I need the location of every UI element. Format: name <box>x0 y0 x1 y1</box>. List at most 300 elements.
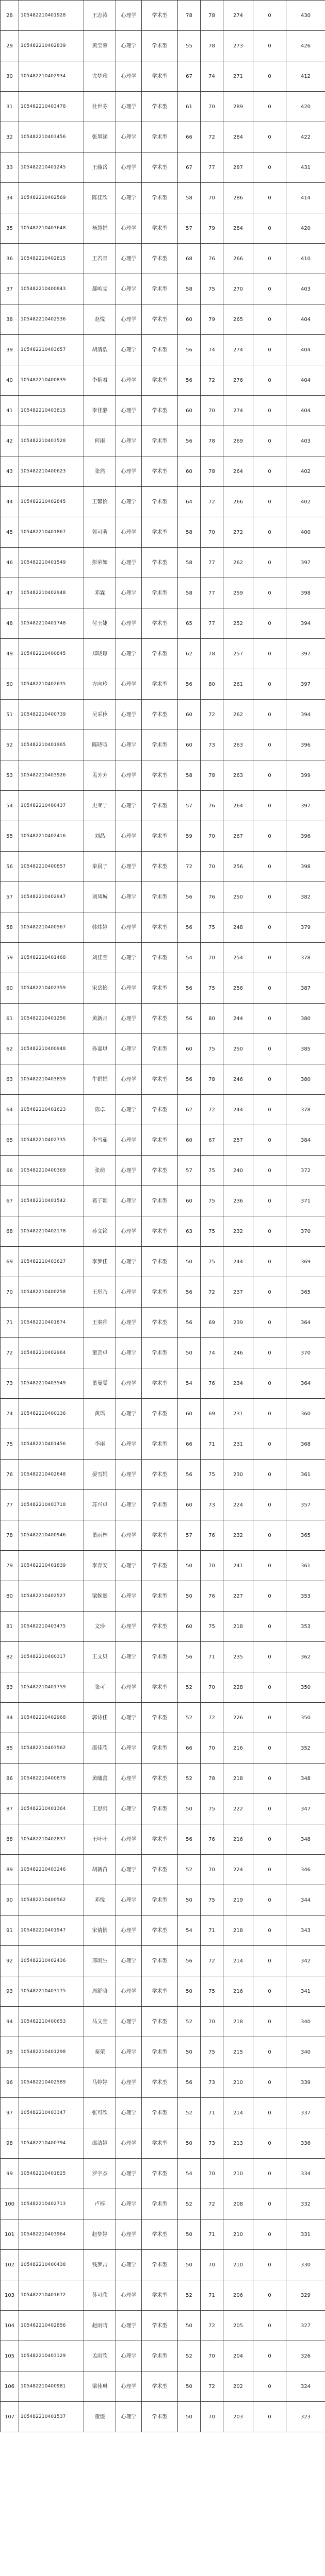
degree-type-cell: 学术型 <box>142 608 178 639</box>
degree-type-cell: 学术型 <box>142 1642 178 1672</box>
degree-type-cell: 学术型 <box>142 304 178 335</box>
bonus-points-cell: 0 <box>253 1460 286 1490</box>
major-cell: 心理学 <box>116 639 142 669</box>
total-score-cell: 332 <box>286 2189 325 2219</box>
total-score-cell: 371 <box>286 1186 325 1216</box>
score-foreign-language-cell: 72 <box>201 700 223 730</box>
candidate-name-cell: 王彤乃 <box>84 1277 116 1308</box>
degree-type-cell: 学术型 <box>142 2189 178 2219</box>
table-row <box>1 183 325 213</box>
total-score-cell: 420 <box>286 92 325 122</box>
score-professional-cell: 257 <box>223 1125 253 1156</box>
degree-type-cell: 学术型 <box>142 1156 178 1186</box>
score-professional-cell: 274 <box>223 1 253 31</box>
major-cell: 心理学 <box>116 152 142 183</box>
degree-type-cell: 学术型 <box>142 1 178 31</box>
score-professional-cell: 263 <box>223 730 253 760</box>
score-politics-cell: 54 <box>178 943 201 973</box>
candidate-id-cell: 105482210402947 <box>19 882 84 912</box>
major-cell: 心理学 <box>116 1733 142 1764</box>
candidate-id-cell: 105482210400653 <box>19 2007 84 2037</box>
major-cell: 心理学 <box>116 791 142 821</box>
candidate-id-cell: 105482210401468 <box>19 943 84 973</box>
candidate-id-cell: 105482210401542 <box>19 1186 84 1216</box>
degree-type-cell: 学术型 <box>142 548 178 578</box>
score-professional-cell: 276 <box>223 365 253 396</box>
score-politics-cell: 52 <box>178 2007 201 2037</box>
table-row <box>1 2007 325 2037</box>
bonus-points-cell: 0 <box>253 1277 286 1308</box>
candidate-id-cell: 105482210402589 <box>19 2067 84 2098</box>
score-foreign-language-cell: 72 <box>201 1703 223 1733</box>
candidate-id-cell: 105482210401947 <box>19 1916 84 1946</box>
candidate-id-cell: 105482210402815 <box>19 244 84 274</box>
table-row <box>1 1308 325 1338</box>
table-row <box>1 244 325 274</box>
degree-type-cell: 学术型 <box>142 1520 178 1551</box>
row-number-cell: 103 <box>1 2280 19 2311</box>
bonus-points-cell: 0 <box>253 1855 286 1885</box>
candidate-name-cell: 吴采伶 <box>84 700 116 730</box>
degree-type-cell: 学术型 <box>142 1460 178 1490</box>
degree-type-cell: 学术型 <box>142 2250 178 2280</box>
candidate-name-cell: 宋倩怡 <box>84 1916 116 1946</box>
bonus-points-cell: 0 <box>253 183 286 213</box>
candidate-id-cell: 105482210402856 <box>19 2311 84 2341</box>
candidate-id-cell: 105482210401549 <box>19 548 84 578</box>
degree-type-cell: 学术型 <box>142 973 178 1004</box>
candidate-id-cell: 105482210401298 <box>19 2037 84 2067</box>
score-professional-cell: 231 <box>223 1429 253 1460</box>
score-foreign-language-cell: 75 <box>201 1216 223 1247</box>
major-cell: 心理学 <box>116 852 142 882</box>
table-row <box>1 548 325 578</box>
bonus-points-cell: 0 <box>253 973 286 1004</box>
table-row <box>1 2250 325 2280</box>
score-foreign-language-cell: 73 <box>201 2067 223 2098</box>
total-score-cell: 410 <box>286 244 325 274</box>
table-row <box>1 61 325 92</box>
score-politics-cell: 56 <box>178 1642 201 1672</box>
total-score-cell: 334 <box>286 2159 325 2189</box>
bonus-points-cell: 0 <box>253 1551 286 1581</box>
major-cell: 心理学 <box>116 700 142 730</box>
score-professional-cell: 236 <box>223 1186 253 1216</box>
row-number-cell: 61 <box>1 1004 19 1034</box>
total-score-cell: 426 <box>286 31 325 61</box>
bonus-points-cell: 0 <box>253 122 286 152</box>
degree-type-cell: 学术型 <box>142 2067 178 2098</box>
degree-type-cell: 学术型 <box>142 1703 178 1733</box>
bonus-points-cell: 0 <box>253 1308 286 1338</box>
bonus-points-cell: 0 <box>253 1247 286 1277</box>
candidate-id-cell: 105482210400879 <box>19 1764 84 1794</box>
candidate-id-cell: 105482210401364 <box>19 1794 84 1824</box>
score-politics-cell: 60 <box>178 1612 201 1642</box>
score-foreign-language-cell: 75 <box>201 1612 223 1642</box>
bonus-points-cell: 0 <box>253 1338 286 1368</box>
candidate-id-cell: 105482210400438 <box>19 2250 84 2280</box>
table-row <box>1 1916 325 1946</box>
total-score-cell: 394 <box>286 608 325 639</box>
candidate-name-cell: 杨慧娟 <box>84 213 116 244</box>
total-score-cell: 404 <box>286 396 325 426</box>
total-score-cell: 365 <box>286 1277 325 1308</box>
degree-type-cell: 学术型 <box>142 426 178 456</box>
row-number-cell: 73 <box>1 1368 19 1399</box>
score-professional-cell: 214 <box>223 2098 253 2128</box>
score-foreign-language-cell: 70 <box>201 1733 223 1764</box>
bonus-points-cell: 0 <box>253 1368 286 1399</box>
major-cell: 心理学 <box>116 2311 142 2341</box>
candidate-id-cell: 105482210402713 <box>19 2189 84 2219</box>
score-politics-cell: 52 <box>178 1672 201 1703</box>
bonus-points-cell: 0 <box>253 2128 286 2159</box>
total-score-cell: 364 <box>286 1368 325 1399</box>
total-score-cell: 431 <box>286 152 325 183</box>
score-professional-cell: 230 <box>223 1460 253 1490</box>
candidate-name-cell: 付玉婕 <box>84 608 116 639</box>
score-foreign-language-cell: 70 <box>201 2159 223 2189</box>
score-foreign-language-cell: 74 <box>201 335 223 365</box>
total-score-cell: 397 <box>286 639 325 669</box>
score-professional-cell: 265 <box>223 304 253 335</box>
total-score-cell: 403 <box>286 274 325 304</box>
candidate-id-cell: 105482210400136 <box>19 1399 84 1429</box>
score-politics-cell: 66 <box>178 1429 201 1460</box>
candidate-id-cell: 105482210400623 <box>19 456 84 487</box>
major-cell: 心理学 <box>116 1490 142 1520</box>
total-score-cell: 378 <box>286 943 325 973</box>
score-foreign-language-cell: 71 <box>201 2098 223 2128</box>
major-cell: 心理学 <box>116 31 142 61</box>
table-row <box>1 1247 325 1277</box>
score-foreign-language-cell: 78 <box>201 1764 223 1794</box>
score-professional-cell: 266 <box>223 244 253 274</box>
candidate-id-cell: 105482210400948 <box>19 1034 84 1064</box>
candidate-name-cell: 王秦雅 <box>84 1308 116 1338</box>
bonus-points-cell: 0 <box>253 2067 286 2098</box>
table-row <box>1 1520 325 1551</box>
candidate-name-cell: 赵梦婷 <box>84 2219 116 2250</box>
score-politics-cell: 56 <box>178 365 201 396</box>
table-row <box>1 1064 325 1095</box>
bonus-points-cell: 0 <box>253 1794 286 1824</box>
score-politics-cell: 50 <box>178 2371 201 2402</box>
score-foreign-language-cell: 76 <box>201 882 223 912</box>
row-number-cell: 74 <box>1 1399 19 1429</box>
score-professional-cell: 216 <box>223 1976 253 2007</box>
score-politics-cell: 56 <box>178 1004 201 1034</box>
major-cell: 心理学 <box>116 244 142 274</box>
bonus-points-cell: 0 <box>253 2219 286 2250</box>
candidate-id-cell: 105482210403859 <box>19 1064 84 1095</box>
candidate-id-cell: 105482210403964 <box>19 2219 84 2250</box>
bonus-points-cell: 0 <box>253 2098 286 2128</box>
score-professional-cell: 266 <box>223 487 253 517</box>
total-score-cell: 412 <box>286 61 325 92</box>
candidate-id-cell: 105482210403657 <box>19 335 84 365</box>
row-number-cell: 46 <box>1 548 19 578</box>
table-row <box>1 1125 325 1156</box>
major-cell: 心理学 <box>116 1946 142 1976</box>
total-score-cell: 340 <box>286 2037 325 2067</box>
candidate-id-cell: 105482210400946 <box>19 1520 84 1551</box>
degree-type-cell: 学术型 <box>142 2098 178 2128</box>
table-row <box>1 1642 325 1672</box>
table-row <box>1 2311 325 2341</box>
major-cell: 心理学 <box>116 61 142 92</box>
row-number-cell: 33 <box>1 152 19 183</box>
score-foreign-language-cell: 77 <box>201 578 223 608</box>
candidate-id-cell: 105482210402964 <box>19 1338 84 1368</box>
table-row <box>1 1733 325 1764</box>
major-cell: 心理学 <box>116 1824 142 1855</box>
score-professional-cell: 271 <box>223 61 253 92</box>
candidate-name-cell: 张可 <box>84 1672 116 1703</box>
score-professional-cell: 270 <box>223 274 253 304</box>
score-professional-cell: 272 <box>223 517 253 548</box>
score-foreign-language-cell: 67 <box>201 1125 223 1156</box>
table-row <box>1 1338 325 1368</box>
score-politics-cell: 62 <box>178 1095 201 1125</box>
bonus-points-cell: 0 <box>253 1672 286 1703</box>
row-number-cell: 37 <box>1 274 19 304</box>
degree-type-cell: 学术型 <box>142 1824 178 1855</box>
total-score-cell: 329 <box>286 2280 325 2311</box>
table-row <box>1 2159 325 2189</box>
score-professional-cell: 218 <box>223 2007 253 2037</box>
score-politics-cell: 56 <box>178 912 201 943</box>
score-professional-cell: 274 <box>223 396 253 426</box>
score-politics-cell: 52 <box>178 1764 201 1794</box>
candidate-id-cell: 105482210400369 <box>19 1156 84 1186</box>
row-number-cell: 81 <box>1 1612 19 1642</box>
candidate-name-cell: 李雪茹 <box>84 1125 116 1156</box>
table-row <box>1 943 325 973</box>
bonus-points-cell: 0 <box>253 487 286 517</box>
score-professional-cell: 261 <box>223 669 253 700</box>
total-score-cell: 382 <box>286 882 325 912</box>
row-number-cell: 95 <box>1 2037 19 2067</box>
degree-type-cell: 学术型 <box>142 2219 178 2250</box>
candidate-name-cell: 王藤岳 <box>84 152 116 183</box>
score-foreign-language-cell: 69 <box>201 1308 223 1338</box>
row-number-cell: 30 <box>1 61 19 92</box>
score-professional-cell: 205 <box>223 2311 253 2341</box>
score-politics-cell: 58 <box>178 578 201 608</box>
score-professional-cell: 269 <box>223 426 253 456</box>
degree-type-cell: 学术型 <box>142 1308 178 1338</box>
candidate-id-cell: 105482210402845 <box>19 487 84 517</box>
row-number-cell: 72 <box>1 1338 19 1368</box>
score-politics-cell: 56 <box>178 1064 201 1095</box>
candidate-name-cell: 王文贝 <box>84 1642 116 1672</box>
degree-type-cell: 学术型 <box>142 2311 178 2341</box>
score-politics-cell: 56 <box>178 1277 201 1308</box>
bonus-points-cell: 0 <box>253 2007 286 2037</box>
score-foreign-language-cell: 75 <box>201 973 223 1004</box>
candidate-id-cell: 105482210403475 <box>19 1612 84 1642</box>
candidate-id-cell: 105482210403648 <box>19 213 84 244</box>
row-number-cell: 32 <box>1 122 19 152</box>
score-politics-cell: 52 <box>178 1855 201 1885</box>
degree-type-cell: 学术型 <box>142 1916 178 1946</box>
row-number-cell: 107 <box>1 2402 19 2432</box>
score-professional-cell: 237 <box>223 1277 253 1308</box>
total-score-cell: 341 <box>286 1976 325 2007</box>
score-politics-cell: 56 <box>178 882 201 912</box>
score-politics-cell: 59 <box>178 821 201 852</box>
major-cell: 心理学 <box>116 2189 142 2219</box>
score-professional-cell: 218 <box>223 1764 253 1794</box>
row-number-cell: 105 <box>1 2341 19 2371</box>
bonus-points-cell: 0 <box>253 274 286 304</box>
score-professional-cell: 256 <box>223 973 253 1004</box>
score-foreign-language-cell: 72 <box>201 122 223 152</box>
bonus-points-cell: 0 <box>253 1186 286 1216</box>
candidate-id-cell: 105482210401839 <box>19 1551 84 1581</box>
row-number-cell: 43 <box>1 456 19 487</box>
table-row <box>1 669 325 700</box>
major-cell: 心理学 <box>116 304 142 335</box>
major-cell: 心理学 <box>116 1764 142 1794</box>
score-foreign-language-cell: 70 <box>201 821 223 852</box>
row-number-cell: 62 <box>1 1034 19 1064</box>
total-score-cell: 360 <box>286 1399 325 1429</box>
candidate-id-cell: 105482210400437 <box>19 791 84 821</box>
table-row <box>1 1186 325 1216</box>
bonus-points-cell: 0 <box>253 1429 286 1460</box>
candidate-name-cell: 晏雪娟 <box>84 1460 116 1490</box>
candidate-name-cell: 何雨 <box>84 426 116 456</box>
row-number-cell: 80 <box>1 1581 19 1612</box>
degree-type-cell: 学术型 <box>142 1004 178 1034</box>
candidate-id-cell: 105482210403718 <box>19 1490 84 1520</box>
candidate-name-cell: 刘晶 <box>84 821 116 852</box>
score-foreign-language-cell: 75 <box>201 1460 223 1490</box>
candidate-name-cell: 赵悦 <box>84 304 116 335</box>
candidate-id-cell: 105482210401928 <box>19 1 84 31</box>
candidate-id-cell: 105482210403926 <box>19 760 84 791</box>
total-score-cell: 361 <box>286 1551 325 1581</box>
candidate-name-cell: 董雨林 <box>84 1520 116 1551</box>
score-politics-cell: 54 <box>178 1916 201 1946</box>
major-cell: 心理学 <box>116 1460 142 1490</box>
candidate-name-cell: 孟雨欣 <box>84 2341 116 2371</box>
candidate-id-cell: 105482210401965 <box>19 730 84 760</box>
major-cell: 心理学 <box>116 1156 142 1186</box>
score-foreign-language-cell: 77 <box>201 548 223 578</box>
major-cell: 心理学 <box>116 517 142 548</box>
total-score-cell: 337 <box>286 2098 325 2128</box>
degree-type-cell: 学术型 <box>142 365 178 396</box>
major-cell: 心理学 <box>116 1247 142 1277</box>
score-politics-cell: 52 <box>178 2098 201 2128</box>
candidate-name-cell: 黄瑶 <box>84 1399 116 1429</box>
total-score-cell: 372 <box>286 1156 325 1186</box>
total-score-cell: 394 <box>286 700 325 730</box>
degree-type-cell: 学术型 <box>142 244 178 274</box>
score-professional-cell: 241 <box>223 1551 253 1581</box>
row-number-cell: 97 <box>1 2098 19 2128</box>
bonus-points-cell: 0 <box>253 1095 286 1125</box>
major-cell: 心理学 <box>116 882 142 912</box>
score-professional-cell: 244 <box>223 1247 253 1277</box>
score-professional-cell: 274 <box>223 335 253 365</box>
bonus-points-cell: 0 <box>253 1976 286 2007</box>
bonus-points-cell: 0 <box>253 1064 286 1095</box>
candidate-name-cell: 文珍 <box>84 1612 116 1642</box>
total-score-cell: 404 <box>286 335 325 365</box>
candidate-id-cell: 105482210400857 <box>19 852 84 882</box>
candidate-id-cell: 105482210400739 <box>19 700 84 730</box>
score-professional-cell: 248 <box>223 912 253 943</box>
score-professional-cell: 259 <box>223 578 253 608</box>
bonus-points-cell: 0 <box>253 61 286 92</box>
total-score-cell: 387 <box>286 973 325 1004</box>
total-score-cell: 398 <box>286 852 325 882</box>
score-politics-cell: 67 <box>178 152 201 183</box>
bonus-points-cell: 0 <box>253 1916 286 1946</box>
score-politics-cell: 58 <box>178 548 201 578</box>
score-professional-cell: 239 <box>223 1308 253 1338</box>
candidate-name-cell: 王志涛 <box>84 1 116 31</box>
score-politics-cell: 57 <box>178 1520 201 1551</box>
score-foreign-language-cell: 76 <box>201 244 223 274</box>
bonus-points-cell: 0 <box>253 152 286 183</box>
row-number-cell: 36 <box>1 244 19 274</box>
candidate-id-cell: 105482210400794 <box>19 2128 84 2159</box>
bonus-points-cell: 0 <box>253 92 286 122</box>
score-professional-cell: 262 <box>223 700 253 730</box>
score-politics-cell: 50 <box>178 2219 201 2250</box>
major-cell: 心理学 <box>116 2159 142 2189</box>
score-foreign-language-cell: 77 <box>201 152 223 183</box>
score-politics-cell: 57 <box>178 791 201 821</box>
table-row <box>1 2280 325 2311</box>
total-score-cell: 385 <box>286 1034 325 1064</box>
row-number-cell: 31 <box>1 92 19 122</box>
score-foreign-language-cell: 70 <box>201 2007 223 2037</box>
bonus-points-cell: 0 <box>253 1824 286 1855</box>
degree-type-cell: 学术型 <box>142 396 178 426</box>
score-foreign-language-cell: 76 <box>201 1824 223 1855</box>
candidate-name-cell: 邓霖 <box>84 578 116 608</box>
degree-type-cell: 学术型 <box>142 882 178 912</box>
score-politics-cell: 56 <box>178 335 201 365</box>
score-politics-cell: 66 <box>178 122 201 152</box>
candidate-name-cell: 秦晨子 <box>84 852 116 882</box>
major-cell: 心理学 <box>116 92 142 122</box>
total-score-cell: 343 <box>286 1916 325 1946</box>
table-row <box>1 1976 325 2007</box>
row-number-cell: 88 <box>1 1824 19 1855</box>
candidate-name-cell: 王馨怡 <box>84 487 116 517</box>
bonus-points-cell: 0 <box>253 1703 286 1733</box>
candidate-id-cell: 105482210403175 <box>19 1976 84 2007</box>
row-number-cell: 76 <box>1 1460 19 1490</box>
degree-type-cell: 学术型 <box>142 669 178 700</box>
table-row <box>1 1368 325 1399</box>
total-score-cell: 404 <box>286 304 325 335</box>
score-professional-cell: 214 <box>223 1946 253 1976</box>
score-politics-cell: 52 <box>178 2189 201 2219</box>
score-professional-cell: 246 <box>223 1338 253 1368</box>
degree-type-cell: 学术型 <box>142 2280 178 2311</box>
major-cell: 心理学 <box>116 608 142 639</box>
degree-type-cell: 学术型 <box>142 1976 178 2007</box>
